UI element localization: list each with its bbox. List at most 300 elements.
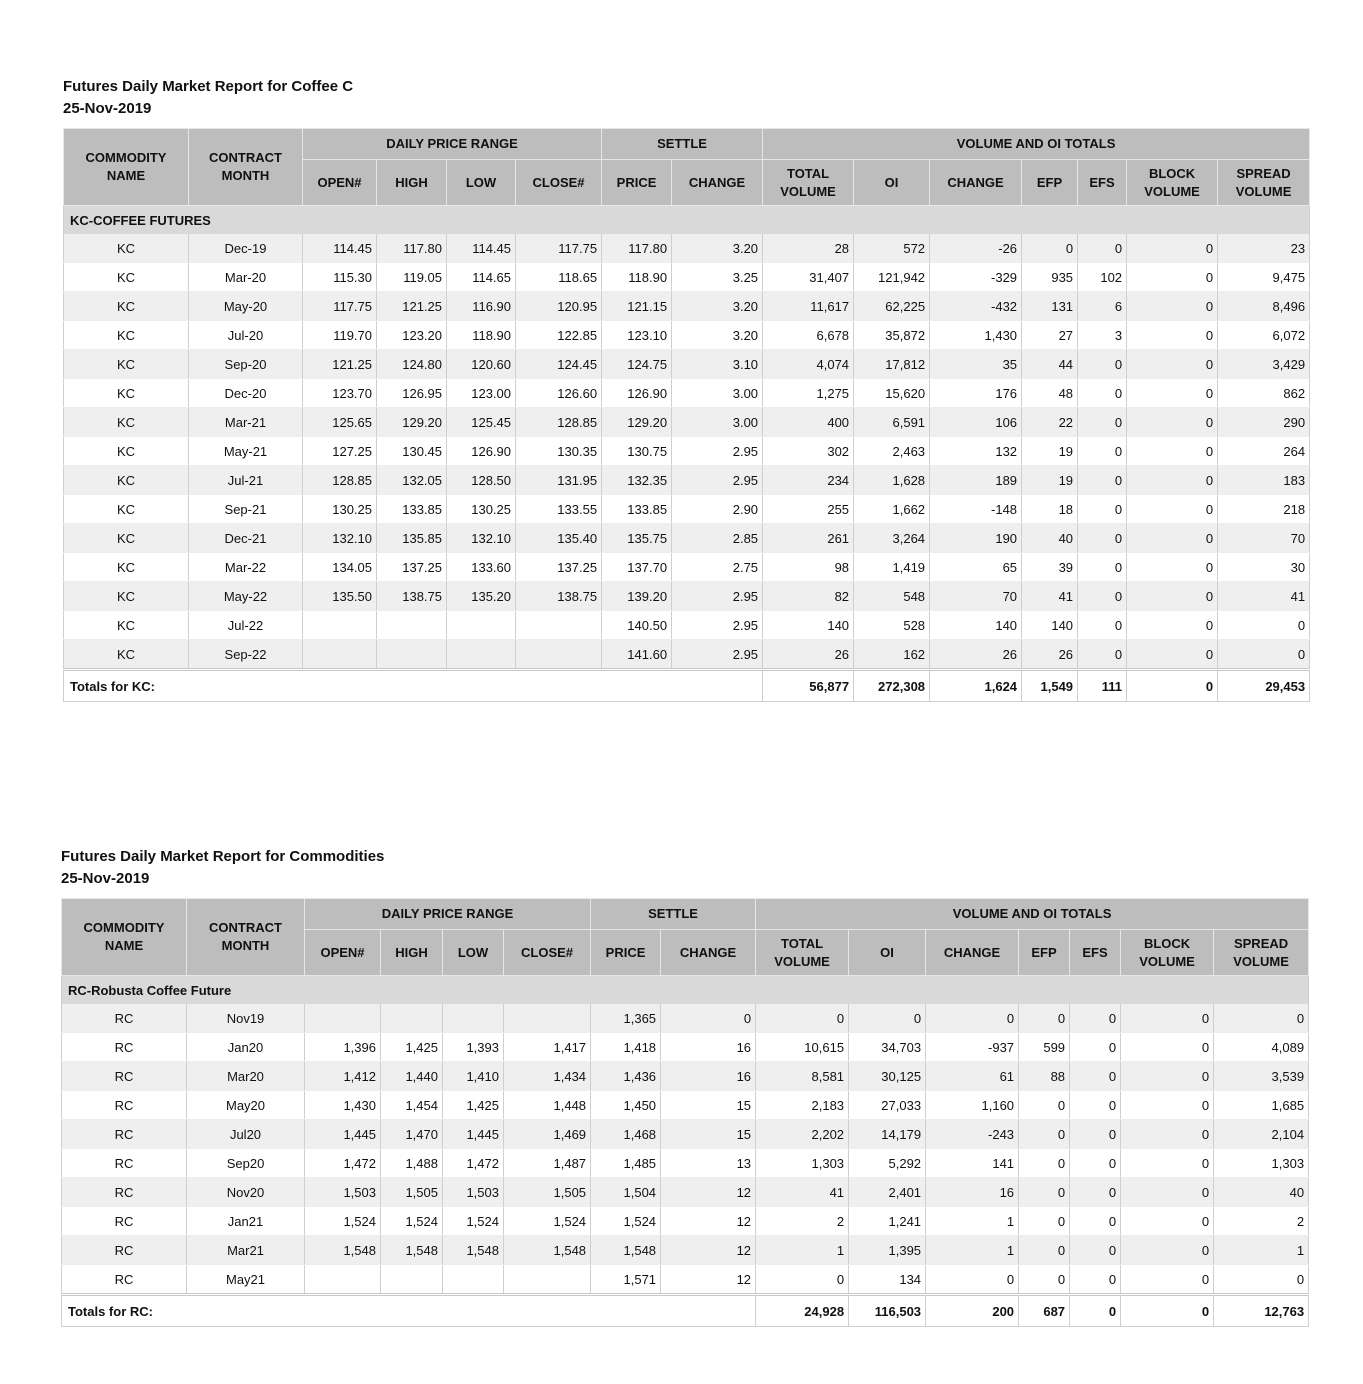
cell-open: 127.25 <box>303 437 377 466</box>
cell-settle-change: 12 <box>661 1178 756 1207</box>
cell-month: Jul20 <box>187 1120 305 1149</box>
cell-oi: 17,812 <box>854 350 930 379</box>
cell-settle-change: 3.00 <box>672 408 763 437</box>
cell-efp: 41 <box>1022 582 1078 611</box>
cell-settle-price: 1,485 <box>591 1149 661 1178</box>
cell-low: 120.60 <box>447 350 516 379</box>
cell-total-volume: 1 <box>756 1236 849 1265</box>
cell-low: 114.65 <box>447 263 516 292</box>
cell-commodity: RC <box>62 1178 187 1207</box>
header-oi: OI <box>854 160 930 206</box>
table-row <box>64 437 1310 466</box>
header-open: OPEN# <box>305 930 381 976</box>
cell-oi-change: 1 <box>926 1207 1019 1236</box>
cell-efp: 48 <box>1022 379 1078 408</box>
cell-settle-change: 3.20 <box>672 234 763 263</box>
cell-open: 121.25 <box>303 350 377 379</box>
cell-oi-change: -243 <box>926 1120 1019 1149</box>
cell-close <box>516 640 602 670</box>
cell-settle-change: 2.95 <box>672 437 763 466</box>
cell-efp: 88 <box>1019 1062 1070 1091</box>
cell-open: 134.05 <box>303 553 377 582</box>
cell-commodity: KC <box>64 234 189 263</box>
cell-settle-change: 16 <box>661 1062 756 1091</box>
cell-high <box>381 1265 443 1295</box>
cell-settle-change: 3.10 <box>672 350 763 379</box>
cell-settle-price: 135.75 <box>602 524 672 553</box>
cell-total-volume: 41 <box>756 1178 849 1207</box>
cell-block-volume: 0 <box>1127 350 1218 379</box>
header-spread-volume: SPREAD VOLUME <box>1218 160 1310 206</box>
cell-efs: 102 <box>1078 263 1127 292</box>
cell-month: Sep20 <box>187 1149 305 1178</box>
cell-settle-change: 2.95 <box>672 611 763 640</box>
cell-open: 117.75 <box>303 292 377 321</box>
cell-settle-price: 1,418 <box>591 1033 661 1062</box>
cell-high: 121.25 <box>377 292 447 321</box>
cell-settle-price: 1,436 <box>591 1062 661 1091</box>
cell-settle-change: 12 <box>661 1207 756 1236</box>
cell-efp: 39 <box>1022 553 1078 582</box>
cell-oi-change: 16 <box>926 1178 1019 1207</box>
header-oi-change: CHANGE <box>930 160 1022 206</box>
total-spread-volume: 29,453 <box>1218 670 1310 702</box>
cell-oi-change: 65 <box>930 553 1022 582</box>
cell-total-volume: 140 <box>763 611 854 640</box>
table-row <box>64 611 1310 640</box>
table-row <box>64 466 1310 495</box>
cell-commodity: RC <box>62 1091 187 1120</box>
cell-settle-price: 141.60 <box>602 640 672 670</box>
cell-settle-change: 3.20 <box>672 292 763 321</box>
cell-open: 114.45 <box>303 234 377 263</box>
cell-high: 1,454 <box>381 1091 443 1120</box>
table-body <box>62 976 1309 1327</box>
cell-settle-change: 2.95 <box>672 582 763 611</box>
cell-low: 116.90 <box>447 292 516 321</box>
header-efs: EFS <box>1078 160 1127 206</box>
header-low: LOW <box>447 160 516 206</box>
cell-block-volume: 0 <box>1121 1120 1214 1149</box>
table-row <box>64 524 1310 553</box>
cell-total-volume: 4,074 <box>763 350 854 379</box>
cell-oi: 1,395 <box>849 1236 926 1265</box>
cell-oi: 15,620 <box>854 379 930 408</box>
table-row <box>62 1004 1309 1033</box>
cell-settle-price: 1,468 <box>591 1120 661 1149</box>
header-commodity-name: COMMODITY NAME <box>64 129 189 206</box>
cell-open: 128.85 <box>303 466 377 495</box>
total-block-volume: 0 <box>1127 670 1218 702</box>
table-row <box>64 640 1310 670</box>
cell-oi: 0 <box>849 1004 926 1033</box>
header-contract-month: CONTRACT MONTH <box>187 899 305 976</box>
total-oi-change: 200 <box>926 1295 1019 1327</box>
cell-settle-change: 13 <box>661 1149 756 1178</box>
cell-oi-change: 1 <box>926 1236 1019 1265</box>
cell-total-volume: 28 <box>763 234 854 263</box>
cell-settle-change: 15 <box>661 1120 756 1149</box>
cell-settle-price: 137.70 <box>602 553 672 582</box>
header-efp: EFP <box>1022 160 1078 206</box>
cell-close: 133.55 <box>516 495 602 524</box>
cell-settle-change: 12 <box>661 1236 756 1265</box>
cell-month: Jan20 <box>187 1033 305 1062</box>
cell-open: 1,396 <box>305 1033 381 1062</box>
table-row <box>62 1062 1309 1091</box>
cell-total-volume: 31,407 <box>763 263 854 292</box>
cell-total-volume: 1,303 <box>756 1149 849 1178</box>
cell-commodity: KC <box>64 524 189 553</box>
cell-efs: 0 <box>1070 1120 1121 1149</box>
cell-efs: 0 <box>1078 495 1127 524</box>
cell-high: 119.05 <box>377 263 447 292</box>
cell-low: 1,524 <box>443 1207 504 1236</box>
header-high: HIGH <box>381 930 443 976</box>
cell-efp: 22 <box>1022 408 1078 437</box>
cell-oi-change: -329 <box>930 263 1022 292</box>
header-spread-volume: SPREAD VOLUME <box>1214 930 1309 976</box>
table-row <box>64 553 1310 582</box>
cell-efp: 0 <box>1022 234 1078 263</box>
cell-oi-change: 132 <box>930 437 1022 466</box>
header-high: HIGH <box>377 160 447 206</box>
total-efs: 0 <box>1070 1295 1121 1327</box>
cell-month: Nov20 <box>187 1178 305 1207</box>
cell-efp: 0 <box>1019 1178 1070 1207</box>
cell-month: Jul-21 <box>189 466 303 495</box>
header-change: CHANGE <box>672 160 763 206</box>
cell-efp: 0 <box>1019 1091 1070 1120</box>
cell-close: 137.25 <box>516 553 602 582</box>
cell-settle-price: 140.50 <box>602 611 672 640</box>
cell-oi: 1,628 <box>854 466 930 495</box>
cell-settle-price: 1,571 <box>591 1265 661 1295</box>
cell-total-volume: 98 <box>763 553 854 582</box>
cell-settle-change: 3.25 <box>672 263 763 292</box>
cell-total-volume: 2 <box>756 1207 849 1236</box>
cell-efp: 44 <box>1022 350 1078 379</box>
cell-block-volume: 0 <box>1121 1178 1214 1207</box>
cell-high: 133.85 <box>377 495 447 524</box>
cell-high: 117.80 <box>377 234 447 263</box>
header-settle: SETTLE <box>591 899 756 930</box>
cell-commodity: KC <box>64 466 189 495</box>
cell-spread-volume: 3,539 <box>1214 1062 1309 1091</box>
cell-open: 1,548 <box>305 1236 381 1265</box>
cell-efp: 27 <box>1022 321 1078 350</box>
cell-oi-change: 189 <box>930 466 1022 495</box>
cell-spread-volume: 6,072 <box>1218 321 1310 350</box>
totals-row <box>62 1295 1309 1327</box>
cell-oi: 548 <box>854 582 930 611</box>
cell-open: 132.10 <box>303 524 377 553</box>
header-total-volume: TOTAL VOLUME <box>763 160 854 206</box>
table-row <box>62 1265 1309 1295</box>
cell-oi: 62,225 <box>854 292 930 321</box>
market-report-table <box>61 898 1309 1327</box>
cell-oi-change: -148 <box>930 495 1022 524</box>
cell-spread-volume: 70 <box>1218 524 1310 553</box>
table-row <box>62 1091 1309 1120</box>
cell-settle-price: 129.20 <box>602 408 672 437</box>
cell-spread-volume: 23 <box>1218 234 1310 263</box>
cell-block-volume: 0 <box>1121 1236 1214 1265</box>
cell-close: 118.65 <box>516 263 602 292</box>
cell-settle-price: 123.10 <box>602 321 672 350</box>
header-efp: EFP <box>1019 930 1070 976</box>
cell-efs: 0 <box>1078 234 1127 263</box>
cell-oi: 5,292 <box>849 1149 926 1178</box>
cell-total-volume: 82 <box>763 582 854 611</box>
cell-spread-volume: 1 <box>1214 1236 1309 1265</box>
cell-oi-change: 1,160 <box>926 1091 1019 1120</box>
cell-oi: 2,401 <box>849 1178 926 1207</box>
cell-oi-change: -937 <box>926 1033 1019 1062</box>
cell-oi-change: 106 <box>930 408 1022 437</box>
cell-close: 1,417 <box>504 1033 591 1062</box>
cell-total-volume: 1,275 <box>763 379 854 408</box>
cell-settle-change: 3.00 <box>672 379 763 408</box>
cell-month: May21 <box>187 1265 305 1295</box>
cell-commodity: KC <box>64 611 189 640</box>
cell-spread-volume: 8,496 <box>1218 292 1310 321</box>
total-total-volume: 24,928 <box>756 1295 849 1327</box>
cell-commodity: KC <box>64 640 189 670</box>
cell-high <box>377 611 447 640</box>
cell-spread-volume: 4,089 <box>1214 1033 1309 1062</box>
cell-spread-volume: 862 <box>1218 379 1310 408</box>
cell-efp: 0 <box>1019 1004 1070 1033</box>
table-row <box>62 1149 1309 1178</box>
cell-high: 123.20 <box>377 321 447 350</box>
cell-efs: 0 <box>1078 640 1127 670</box>
cell-high: 137.25 <box>377 553 447 582</box>
cell-high: 126.95 <box>377 379 447 408</box>
header-efs: EFS <box>1070 930 1121 976</box>
cell-close: 1,524 <box>504 1207 591 1236</box>
cell-settle-price: 1,450 <box>591 1091 661 1120</box>
cell-low: 1,410 <box>443 1062 504 1091</box>
cell-total-volume: 6,678 <box>763 321 854 350</box>
cell-block-volume: 0 <box>1121 1207 1214 1236</box>
cell-settle-change: 2.75 <box>672 553 763 582</box>
header-contract-month: CONTRACT MONTH <box>189 129 303 206</box>
cell-close: 122.85 <box>516 321 602 350</box>
cell-block-volume: 0 <box>1121 1033 1214 1062</box>
cell-total-volume: 11,617 <box>763 292 854 321</box>
header-close: CLOSE# <box>516 160 602 206</box>
cell-month: Sep-22 <box>189 640 303 670</box>
table-row <box>64 321 1310 350</box>
cell-efs: 0 <box>1070 1207 1121 1236</box>
cell-block-volume: 0 <box>1121 1004 1214 1033</box>
market-report-table <box>63 128 1310 702</box>
cell-commodity: KC <box>64 495 189 524</box>
cell-efp: 0 <box>1019 1236 1070 1265</box>
cell-block-volume: 0 <box>1127 524 1218 553</box>
cell-high: 138.75 <box>377 582 447 611</box>
cell-low: 1,425 <box>443 1091 504 1120</box>
cell-open: 1,472 <box>305 1149 381 1178</box>
header-settle: SETTLE <box>602 129 763 160</box>
cell-efs: 3 <box>1078 321 1127 350</box>
cell-spread-volume: 0 <box>1218 640 1310 670</box>
cell-open: 1,412 <box>305 1062 381 1091</box>
cell-efp: 0 <box>1019 1120 1070 1149</box>
report-title: Futures Daily Market Report for Commodities <box>61 848 385 865</box>
cell-total-volume: 261 <box>763 524 854 553</box>
cell-oi: 14,179 <box>849 1120 926 1149</box>
cell-open <box>305 1265 381 1295</box>
cell-oi-change: 35 <box>930 350 1022 379</box>
cell-close: 1,448 <box>504 1091 591 1120</box>
cell-efs: 0 <box>1070 1004 1121 1033</box>
cell-oi-change: 0 <box>926 1265 1019 1295</box>
cell-high: 1,425 <box>381 1033 443 1062</box>
cell-efp: 26 <box>1022 640 1078 670</box>
cell-spread-volume: 2 <box>1214 1207 1309 1236</box>
cell-open: 1,503 <box>305 1178 381 1207</box>
cell-spread-volume: 290 <box>1218 408 1310 437</box>
cell-efs: 0 <box>1078 466 1127 495</box>
cell-low: 114.45 <box>447 234 516 263</box>
cell-oi: 1,419 <box>854 553 930 582</box>
total-efp: 1,549 <box>1022 670 1078 702</box>
cell-oi-change: 0 <box>926 1004 1019 1033</box>
header-oi-change: CHANGE <box>926 930 1019 976</box>
cell-commodity: KC <box>64 408 189 437</box>
cell-commodity: RC <box>62 1033 187 1062</box>
cell-settle-price: 132.35 <box>602 466 672 495</box>
report-date: 25-Nov-2019 <box>61 870 150 887</box>
cell-efs: 0 <box>1070 1149 1121 1178</box>
cell-oi-change: 190 <box>930 524 1022 553</box>
cell-efp: 18 <box>1022 495 1078 524</box>
cell-settle-change: 2.95 <box>672 640 763 670</box>
total-oi: 116,503 <box>849 1295 926 1327</box>
cell-low: 130.25 <box>447 495 516 524</box>
cell-commodity: KC <box>64 350 189 379</box>
totals-row <box>64 670 1310 702</box>
totals-label: Totals for RC: <box>62 1295 756 1327</box>
cell-high: 132.05 <box>377 466 447 495</box>
cell-high: 129.20 <box>377 408 447 437</box>
cell-oi: 1,662 <box>854 495 930 524</box>
cell-block-volume: 0 <box>1127 437 1218 466</box>
cell-total-volume: 8,581 <box>756 1062 849 1091</box>
cell-efp: 935 <box>1022 263 1078 292</box>
cell-total-volume: 234 <box>763 466 854 495</box>
cell-open: 135.50 <box>303 582 377 611</box>
cell-block-volume: 0 <box>1127 640 1218 670</box>
cell-block-volume: 0 <box>1121 1091 1214 1120</box>
table-row <box>64 582 1310 611</box>
cell-open <box>303 611 377 640</box>
cell-efs: 0 <box>1078 582 1127 611</box>
cell-oi: 572 <box>854 234 930 263</box>
cell-high: 1,548 <box>381 1236 443 1265</box>
cell-block-volume: 0 <box>1127 408 1218 437</box>
cell-open: 115.30 <box>303 263 377 292</box>
cell-high: 130.45 <box>377 437 447 466</box>
cell-oi: 2,463 <box>854 437 930 466</box>
cell-block-volume: 0 <box>1127 263 1218 292</box>
cell-month: Jul-20 <box>189 321 303 350</box>
header-block-volume: BLOCK VOLUME <box>1127 160 1218 206</box>
cell-efs: 0 <box>1078 553 1127 582</box>
header-daily-price-range: DAILY PRICE RANGE <box>303 129 602 160</box>
cell-spread-volume: 1,303 <box>1214 1149 1309 1178</box>
cell-settle-price: 1,524 <box>591 1207 661 1236</box>
cell-close: 1,434 <box>504 1062 591 1091</box>
cell-spread-volume: 0 <box>1214 1265 1309 1295</box>
cell-low <box>443 1265 504 1295</box>
cell-oi: 121,942 <box>854 263 930 292</box>
cell-commodity: RC <box>62 1062 187 1091</box>
cell-high: 135.85 <box>377 524 447 553</box>
cell-close: 128.85 <box>516 408 602 437</box>
table-row <box>62 1120 1309 1149</box>
cell-efp: 131 <box>1022 292 1078 321</box>
section-label: RC-Robusta Coffee Future <box>62 976 1309 1005</box>
cell-efp: 19 <box>1022 437 1078 466</box>
cell-oi: 30,125 <box>849 1062 926 1091</box>
report-coffee-c <box>63 76 1309 702</box>
cell-total-volume: 26 <box>763 640 854 670</box>
cell-high: 1,505 <box>381 1178 443 1207</box>
cell-spread-volume: 41 <box>1218 582 1310 611</box>
cell-total-volume: 400 <box>763 408 854 437</box>
cell-low <box>443 1004 504 1033</box>
total-total-volume: 56,877 <box>763 670 854 702</box>
cell-oi: 1,241 <box>849 1207 926 1236</box>
cell-month: Jul-22 <box>189 611 303 640</box>
cell-close: 117.75 <box>516 234 602 263</box>
cell-close: 126.60 <box>516 379 602 408</box>
table-row <box>62 1033 1309 1062</box>
cell-efs: 0 <box>1078 524 1127 553</box>
cell-commodity: KC <box>64 553 189 582</box>
cell-low: 118.90 <box>447 321 516 350</box>
cell-close <box>504 1004 591 1033</box>
cell-oi: 162 <box>854 640 930 670</box>
cell-close <box>516 611 602 640</box>
cell-total-volume: 0 <box>756 1265 849 1295</box>
cell-settle-price: 1,548 <box>591 1236 661 1265</box>
report-commodities <box>61 846 1308 1327</box>
table-row <box>64 292 1310 321</box>
cell-oi-change: -26 <box>930 234 1022 263</box>
cell-high <box>377 640 447 670</box>
cell-settle-change: 16 <box>661 1033 756 1062</box>
cell-commodity: RC <box>62 1236 187 1265</box>
cell-oi: 528 <box>854 611 930 640</box>
cell-month: May-20 <box>189 292 303 321</box>
cell-block-volume: 0 <box>1121 1062 1214 1091</box>
table-row <box>64 263 1310 292</box>
cell-total-volume: 2,202 <box>756 1120 849 1149</box>
cell-total-volume: 0 <box>756 1004 849 1033</box>
cell-settle-price: 139.20 <box>602 582 672 611</box>
cell-efs: 0 <box>1070 1033 1121 1062</box>
cell-block-volume: 0 <box>1121 1265 1214 1295</box>
cell-low: 1,445 <box>443 1120 504 1149</box>
cell-settle-change: 12 <box>661 1265 756 1295</box>
cell-commodity: KC <box>64 292 189 321</box>
total-efp: 687 <box>1019 1295 1070 1327</box>
cell-month: Dec-19 <box>189 234 303 263</box>
